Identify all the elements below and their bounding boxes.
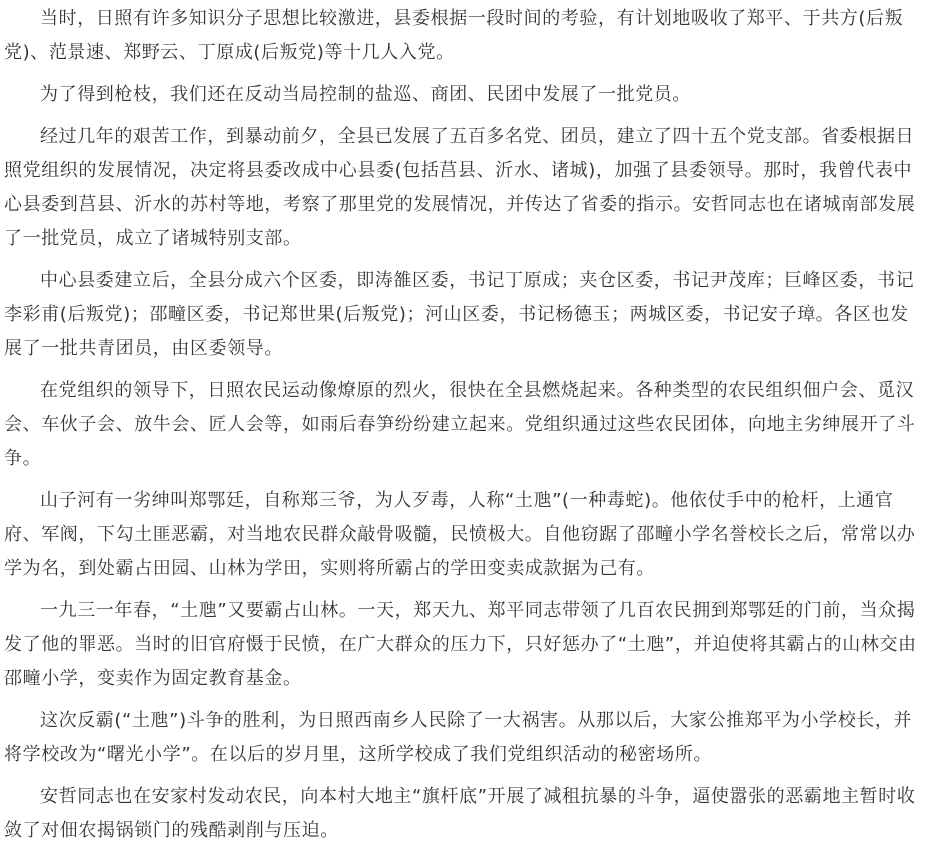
paragraph: 中心县委建立后，全县分成六个区委，即涛雒区委，书记丁原成；夹仓区委，书记尹茂库；巨峰区委，书记李彩甫(后叛党)；邵疃区委，书记郑世果(后叛党)；河山区委，书记杨德玉；两城区委，书记安子璋。各区也发展了一批共青团员，由区委领导。 xyxy=(4,270,915,359)
paragraph: 经过几年的艰苦工作，到暴动前夕，全县已发展了五百多名党、团员，建立了四十五个党支部。省委根据日照党组织的发展情况，决定将县委改成中心县委(包括莒县、沂水、诸城)，加强了县委领导。那时，我曾代表中心县委到莒县、沂水的苏村等地，考察了那里党的发展情况，并传达了省委的指示。安哲同志也在诸城南部发展了一批党员，成立了诸城特别支部。 xyxy=(4,126,916,249)
paragraph: 安哲同志也在安家村发动农民，向本村大地主“旗杆底”开展了减租抗暴的斗争，逼使嚣张的恶霸地主暂时收敛了对佃农揭锅锁门的残酷剥削与压迫。 xyxy=(4,786,916,841)
paragraph: 当时，日照有许多知识分子思想比较激进，县委根据一段时间的考验，有计划地吸收了郑平、于共方(后叛党)、范景速、郑野云、丁原成(后叛党)等十几人入党。 xyxy=(4,8,904,63)
paragraph: 这次反霸(“土虺”)斗争的胜利，为日照西南乡人民除了一大祸害。从那以后，大家公推郑平为小学校长，并将学校改为“曙光小学”。在以后的岁月里，这所学校成了我们党组织活动的秘密场所。 xyxy=(4,710,913,765)
paragraph: 一九三一年春，“土虺”又要霸占山林。一天，郑天九、郑平同志带领了几百农民拥到郑鄂廷的门前，当众揭发了他的罪恶。当时的旧官府慑于民愤，在广大群众的压力下，只好惩办了“土虺”，并迫使将其霸占的山林交由邵疃小学，变卖作为固定教育基金。 xyxy=(4,600,917,689)
paragraph: 为了得到枪枝，我们还在反动当局控制的盐巡、商团、民团中发展了一批党员。 xyxy=(40,84,691,105)
paragraph: 在党组织的领导下，日照农民运动像燎原的烈火，很快在全县燃烧起来。各种类型的农民组织佃户会、觅汉会、车伙子会、放牛会、匠人会等，如雨后春笋纷纷建立起来。党组织通过这些农民团体，向地主劣绅展开了斗争。 xyxy=(4,380,916,469)
paragraph: 山子河有一劣绅叫郑鄂廷，自称郑三爷，为人歹毒，人称“土虺”(一种毒蛇)。他依仗手中的枪杆，上通官府、军阀，下勾土匪恶霸，对当地农民群众敲骨吸髓，民愤极大。自他窃踞了邵疃小学名誉校长之后，常常以办学为名，到处霸占田园、山林为学田，实则将所霸占的学田变卖成款据为己有。 xyxy=(4,490,916,579)
